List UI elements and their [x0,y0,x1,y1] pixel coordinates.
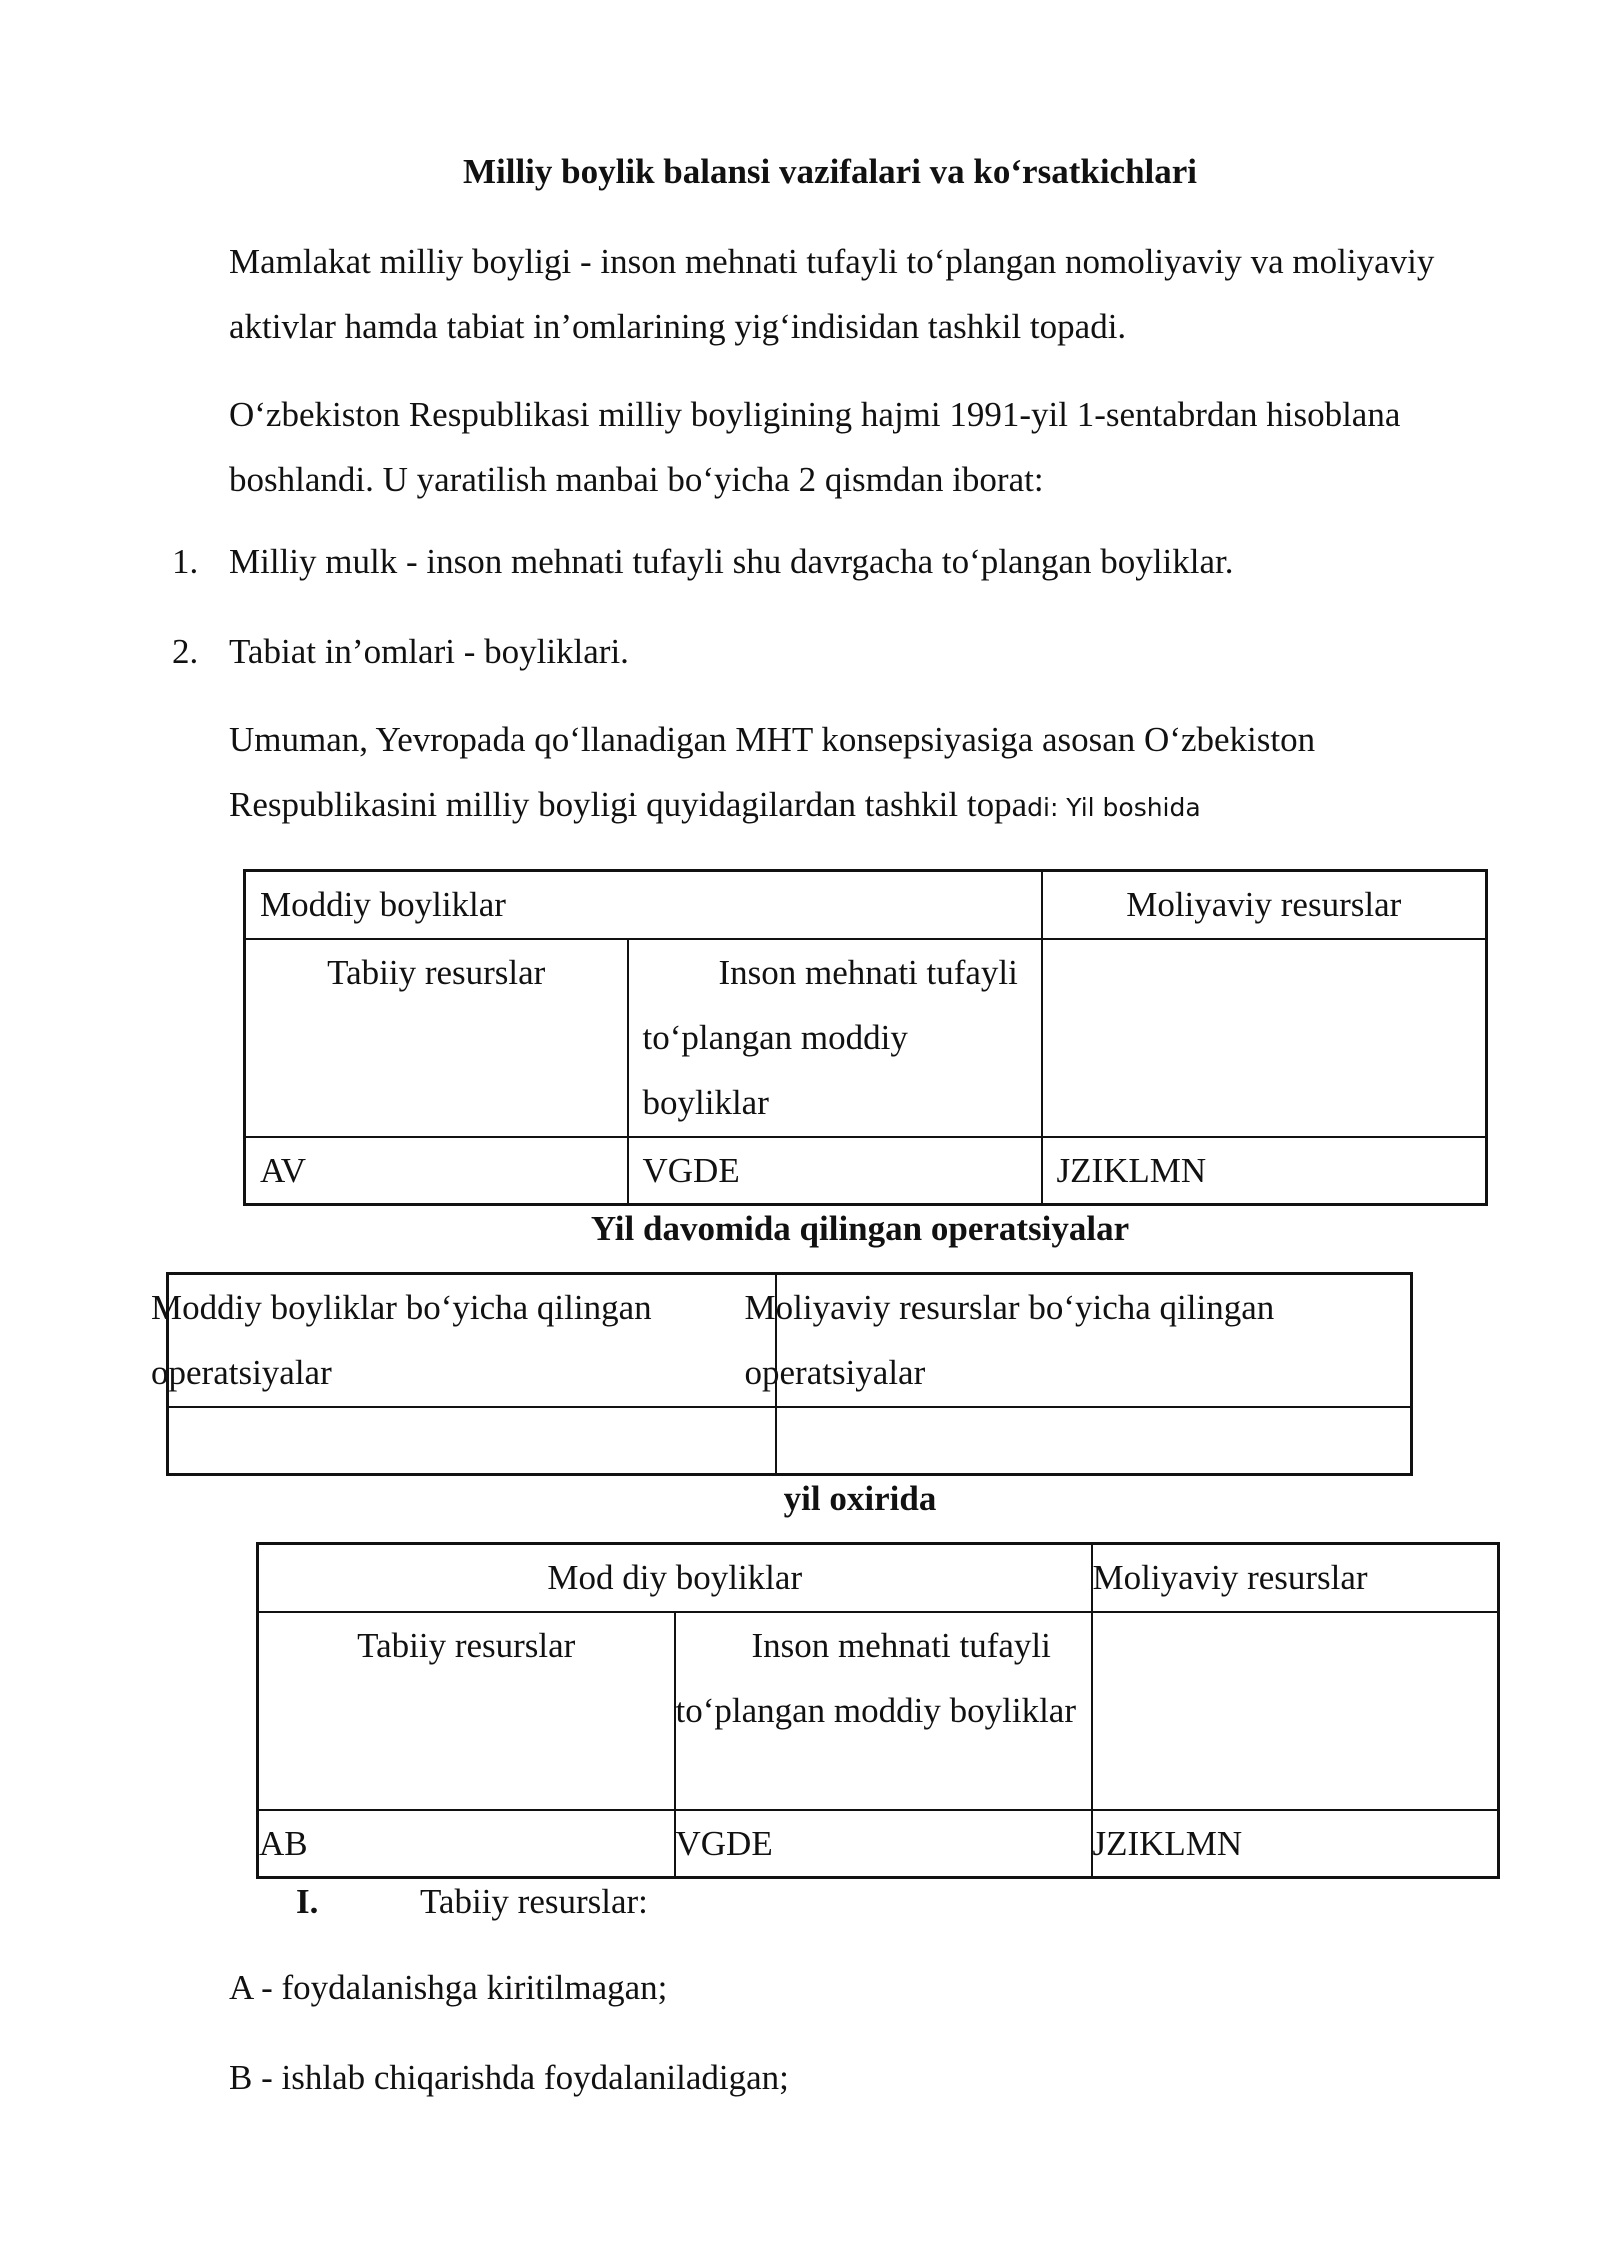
tabiiy-subheader: Tabiiy resurslar [245,939,628,1137]
end-of-year-table [256,1542,1500,1879]
list-item: Tabiat in’omlari - boyliklari. [229,632,629,671]
moliyaviy-header: Moliyaviy resurslar [1092,1544,1499,1612]
operations-heading: Yil davomida qilingan operatsiyalar [590,1209,1130,1248]
intro-paragraph-2: O‘zbekiston Respublikasi milliy boyligining hajmi 1991-yil 1-sentabrdan hisoblana boshlandi. U yaratilish manbai bo‘yicha 2 qismdan iborat: [229,395,1401,499]
concept-paragraph-tail: di: Yil boshida [1027,793,1201,822]
code-cell: JZIKLMN [1092,1810,1499,1878]
inson-subheader: Inson mehnati tufayli to‘plangan moddiy boyliklar [628,939,1042,1137]
concept-paragraph-text: Umuman, Yevropada qo‘llanadigan MHT konsepsiyasiga asosan O‘zbekiston Respublikasini milliy boyligi quyidagilardan tashkil topa [229,720,1316,824]
empty-cell [776,1407,1412,1475]
code-cell: AB [258,1810,675,1878]
moddiy-operations-header [151,1274,776,1407]
inson-subheader: Inson mehnati tufayli to‘plangan moddiy boyliklar [675,1612,1092,1810]
empty-cell [1092,1612,1499,1810]
list-number: 1. [172,542,199,581]
section-number: I. [296,1882,319,1921]
list-number: 2. [172,632,199,671]
code-cell: JZIKLMN [1042,1137,1487,1205]
empty-cell [168,1407,776,1475]
moliyaviy-operations-text: Moliyaviy resurslar bo‘yicha qilingan operatsiyalar [744,1288,1275,1392]
tabiiy-subheader: Tabiiy resurslar [258,1612,675,1810]
resource-item-b: B - ishlab chiqarishda foydalaniladigan; [229,2058,789,2097]
moddiy-header: Mod diy boyliklar [258,1544,1092,1612]
concept-paragraph [229,707,1499,840]
moddiy-header: Moddiy boyliklar [245,871,1042,939]
intro-paragraph-1: Mamlakat milliy boyligi - inson mehnati tufayli to‘plangan nomoliyaviy va moliyaviy aktivlar hamda tabiat in’omlarining yig‘indisidan tashkil topadi. [229,242,1435,346]
code-cell: VGDE [675,1810,1092,1878]
page-title: Milliy boylik balansi vazifalari va ko‘rsatkichlari [462,152,1198,191]
moliyaviy-header: Moliyaviy resurslar [1042,871,1487,939]
section-title: Tabiiy resurslar: [420,1882,648,1921]
code-cell: AV [245,1137,628,1205]
end-of-year-heading: yil oxirida [783,1479,937,1518]
moliyaviy-operations-header [744,1274,1412,1407]
moddiy-operations-text: Moddiy boyliklar bo‘yicha qilingan operatsiyalar [151,1288,652,1392]
operations-table [151,1272,1413,1476]
empty-cell [1042,939,1487,1137]
list-item: Milliy mulk - inson mehnati tufayli shu davrgacha to‘plangan boyliklar. [229,542,1234,581]
start-of-year-table [243,869,1488,1206]
resource-item-a: A - foydalanishga kiritilmagan; [229,1968,668,2007]
code-cell: VGDE [628,1137,1042,1205]
